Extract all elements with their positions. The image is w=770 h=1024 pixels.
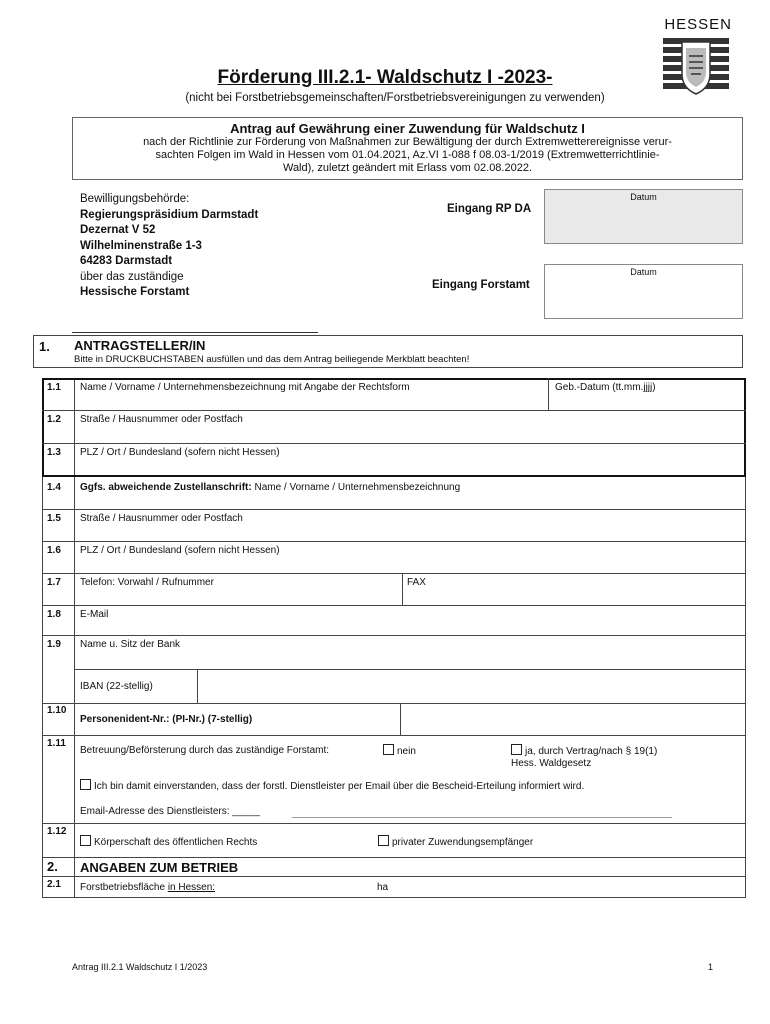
row-separator (42, 635, 746, 636)
row-separator (42, 410, 746, 411)
authority-city: 64283 Darmstadt (80, 255, 173, 267)
service-email-input-line[interactable] (292, 817, 672, 818)
cell-divider (197, 669, 198, 703)
row-separator (42, 876, 746, 877)
row-separator (42, 573, 746, 574)
care-label: Betreuung/Beförsterung durch das zuständige Forstamt: (80, 745, 330, 756)
row-1-10-number: 1.10 (47, 705, 67, 716)
antrag-line-2: sachten Folgen im Wald in Hessen vom 01.04.2021, Az.VI 1-088 f 08.03-1/2019 (Extremwetterrichtlinie- (155, 149, 660, 161)
authority-address (80, 192, 258, 301)
authority-forstamt: Hessische Forstamt (80, 286, 190, 298)
row-separator (42, 823, 746, 824)
eingang-rp-label: Eingang RP DA (447, 203, 532, 215)
row-1-9-number: 1.9 (47, 639, 61, 650)
authority-street: Wilhelminenstraße 1-3 (80, 239, 202, 252)
row-1-3-number: 1.3 (47, 447, 61, 458)
option-koerperschaft[interactable] (80, 835, 257, 848)
authority-label: Bewilligungsbehörde: (80, 193, 190, 205)
forest-area-label: Forstbetriebsfläche (80, 882, 168, 893)
antrag-box (72, 117, 743, 180)
row-1-11-number: 1.11 (47, 738, 66, 749)
name-field[interactable]: Name / Vorname / Unternehmensbezeichnung mit Angabe der Rechtsform (80, 382, 410, 393)
authority-dept: Dezernat V 52 (80, 224, 156, 236)
forest-area-unit: ha (377, 882, 389, 893)
datum-label-forstamt: Datum (630, 267, 657, 277)
checkbox-koerperschaft[interactable] (80, 835, 91, 846)
page-subtitle: (nicht bei Forstbetriebsgemeinschaften/Forstbetriebsvereinigungen zu verwenden) (185, 92, 605, 104)
bank-name-field[interactable]: Name u. Sitz der Bank (80, 639, 181, 650)
street-field[interactable]: Straße / Hausnummer oder Postfach (80, 414, 243, 425)
forest-area-field[interactable] (80, 882, 215, 893)
care-option-ja-label: ja, durch Vertrag/nach § 19(1) (525, 746, 658, 757)
option-koerperschaft-label: Körperschaft des öffentlichen Rechts (94, 837, 258, 848)
delivery-city-field[interactable]: PLZ / Ort / Bundesland (sofern nicht Hessen) (80, 545, 280, 556)
checkbox-privat[interactable] (378, 835, 389, 846)
row-separator (42, 857, 746, 858)
eingang-forstamt-label: Eingang Forstamt (432, 279, 530, 291)
delivery-address-label: Name / Vorname / Unternehmensbezeichnung (251, 482, 461, 493)
forest-area-label-underlined: in Hessen: (167, 882, 216, 893)
pi-number-field[interactable]: Personenident-Nr.: (PI-Nr.) (7-stellig) (80, 714, 253, 725)
city-field[interactable]: PLZ / Ort / Bundesland (sofern nicht Hessen) (80, 447, 280, 458)
care-option-nein-label: nein (397, 746, 416, 757)
care-option-ja-line-2: Hess. Waldgesetz (511, 758, 592, 769)
checkbox-consent[interactable] (80, 779, 91, 790)
section-1-header (33, 335, 743, 368)
option-privat[interactable] (378, 835, 533, 848)
row-2-1-number: 2.1 (47, 879, 61, 890)
antrag-line-1: nach der Richtlinie zur Förderung von Maßnahmen zur Bewältigung der durch Extremwetterereignisse verur- (143, 136, 672, 148)
service-email-label: Email-Adresse des Dienstleisters: _____ (80, 806, 261, 817)
authority-via: über das zuständige (80, 270, 184, 283)
datum-box-rp[interactable] (544, 189, 743, 244)
cell-divider (400, 703, 401, 735)
row-separator (42, 509, 746, 510)
section-1-number: 1. (39, 339, 50, 354)
row-1-7-number: 1.7 (47, 577, 61, 588)
section-2-title: ANGABEN ZUM BETRIEB (80, 860, 239, 875)
row-separator (42, 703, 746, 704)
consent-option[interactable] (80, 779, 584, 792)
email-field[interactable]: E-Mail (80, 609, 109, 620)
row-separator (42, 541, 746, 542)
section-2-number: 2. (47, 859, 58, 874)
antrag-heading: Antrag auf Gewährung einer Zuwendung für Waldschutz I (230, 121, 585, 136)
cell-divider (402, 573, 403, 605)
row-separator (42, 443, 746, 444)
hessen-logo-text: HESSEN (664, 16, 732, 33)
row-1-1-number: 1.1 (47, 382, 61, 393)
delivery-address-bold-label: Ggfs. abweichende Zustellanschrift: (80, 482, 252, 493)
row-1-12-number: 1.12 (47, 826, 67, 837)
datum-box-forstamt[interactable] (544, 264, 743, 319)
row-separator (42, 605, 746, 606)
section-1-title: ANTRAGSTELLER/IN (74, 338, 206, 353)
delivery-address-field[interactable] (80, 482, 460, 493)
birthdate-field[interactable]: Geb.-Datum (tt.mm.jjjj) (555, 382, 656, 393)
checkbox-nein[interactable] (383, 744, 394, 755)
row-1-4-number: 1.4 (47, 482, 61, 493)
section-1-subtitle: Bitte in DRUCKBUCHSTABEN ausfüllen und das dem Antrag beiliegende Merkblatt beachten! (74, 354, 470, 365)
checkbox-ja[interactable] (511, 744, 522, 755)
delivery-street-field[interactable]: Straße / Hausnummer oder Postfach (80, 513, 243, 524)
row-1-8-number: 1.8 (47, 609, 61, 620)
separator-line (72, 332, 318, 333)
row-separator (42, 735, 746, 736)
option-privat-label: privater Zuwendungsempfänger (392, 837, 534, 848)
datum-label-rp: Datum (630, 192, 657, 202)
page-title: Förderung III.2.1- Waldschutz I -2023- (217, 67, 553, 88)
iban-field[interactable]: IBAN (22-stellig) (80, 681, 153, 692)
row-separator (74, 669, 746, 670)
page-number: 1 (708, 962, 714, 972)
consent-label: Ich bin damit einverstanden, dass der forstl. Dienstleister per Email über die Bescheid-Erteilung informiert wird. (94, 781, 585, 792)
row-1-5-number: 1.5 (47, 513, 61, 524)
care-option-nein[interactable] (383, 744, 416, 757)
antrag-line-3: Wald), zuletzt geändert mit Erlass vom 02.08.2022. (282, 162, 533, 174)
footer-form-id: Antrag III.2.1 Waldschutz I 1/2023 (72, 962, 208, 972)
row-1-6-number: 1.6 (47, 545, 61, 556)
fax-field[interactable]: FAX (407, 577, 426, 588)
authority-name: Regierungspräsidium Darmstadt (80, 208, 259, 221)
phone-field[interactable]: Telefon: Vorwahl / Rufnummer (80, 577, 214, 588)
row-1-2-number: 1.2 (47, 414, 61, 425)
care-option-ja[interactable] (511, 744, 657, 757)
cell-divider (548, 378, 549, 410)
